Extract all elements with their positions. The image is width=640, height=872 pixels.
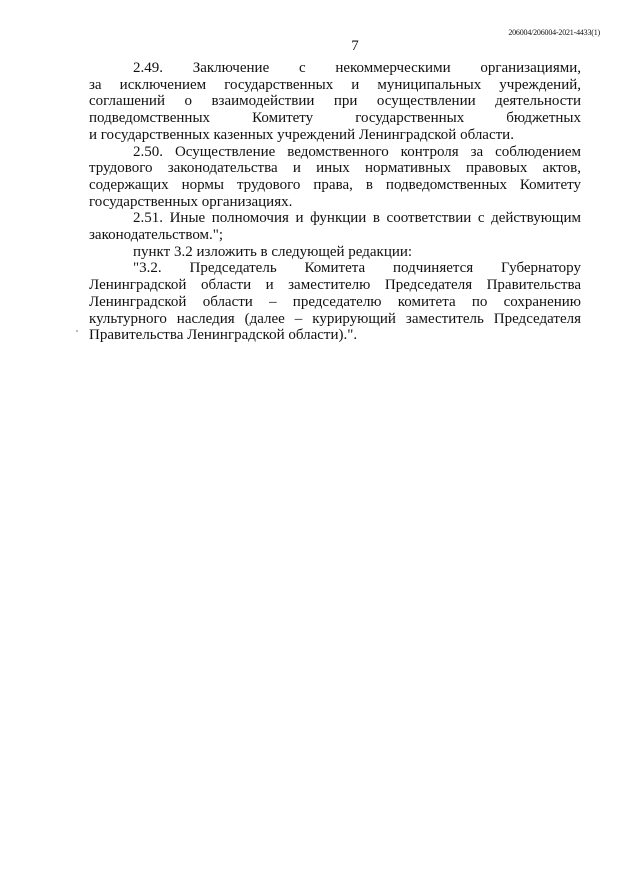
document-id: 206004/206004-2021-4433(1) — [508, 28, 600, 37]
text-line: Правительства Ленинградской области).". — [89, 327, 358, 344]
text-line: Ленинградской области – председателю комитета по сохранению — [89, 293, 581, 310]
text-line: "3.2. Председатель Комитета подчиняется Губернатору — [133, 260, 581, 277]
text-line: культурного наследия (далее – курирующий заместитель Председателя — [89, 310, 581, 327]
text-line: 2.50. Осуществление ведомственного контроля за соблюдением — [133, 143, 581, 160]
text-line: содержащих нормы трудового права, в подведомственных Комитету — [89, 176, 581, 193]
text-line: за исключением государственных и муниципальных учреждений, — [89, 76, 581, 93]
page-number: 7 — [351, 38, 359, 54]
text-line: государственных организациях. — [89, 193, 293, 210]
text-line: 2.49. Заключение с некоммерческими организациями, — [133, 60, 581, 76]
text-line: пункт 3.2 изложить в следующей редакции: — [133, 243, 413, 260]
text-line: и государственных казенных учреждений Ленинградской области. — [89, 126, 514, 143]
text-line: 2.51. Иные полномочия и функции в соответствии с действующим — [133, 210, 581, 227]
text-line: трудового законодательства и иных нормативных правовых актов, — [89, 160, 581, 177]
text-line: подведомственных Комитету государственных бюджетных — [89, 110, 581, 127]
document-body — [89, 60, 581, 344]
text-line: Ленинградской области и заместителю Председателя Правительства — [89, 277, 581, 294]
scan-speck — [76, 330, 78, 332]
text-line: законодательством."; — [89, 227, 224, 244]
text-line: соглашений о взаимодействии при осуществлении деятельности — [89, 93, 581, 110]
